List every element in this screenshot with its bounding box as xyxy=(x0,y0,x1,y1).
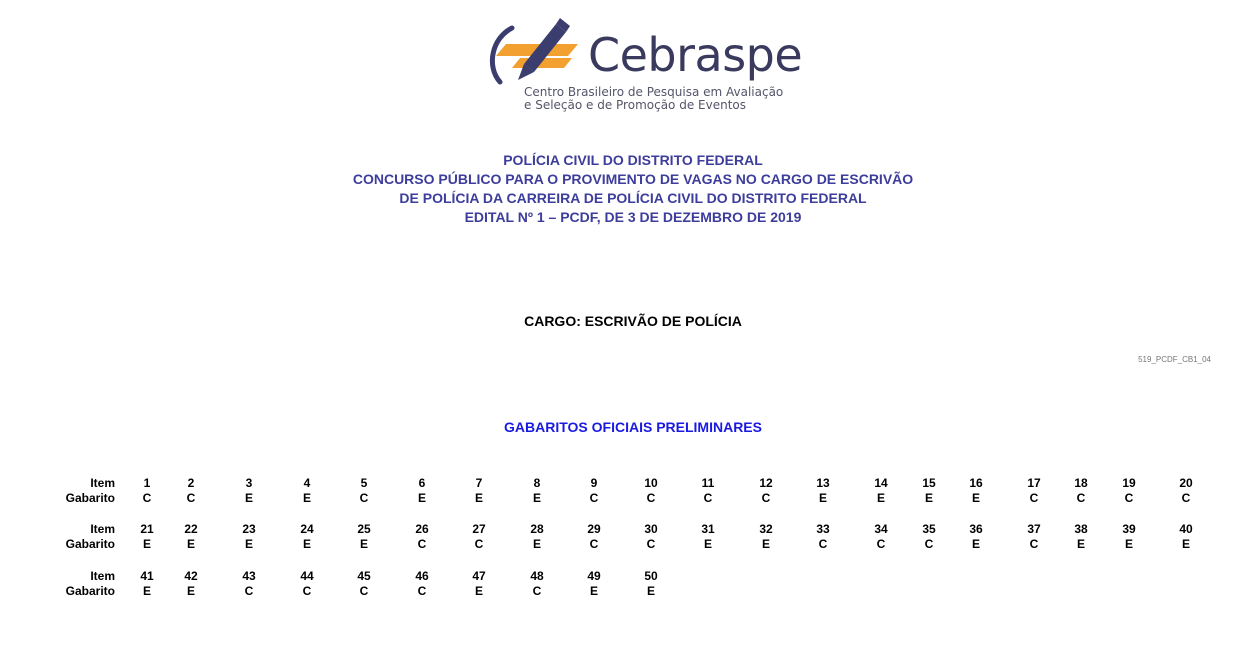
item-number: 16 xyxy=(969,476,983,490)
item-number: 37 xyxy=(1027,522,1041,536)
item-answer: C xyxy=(589,491,599,505)
item-number: 24 xyxy=(300,522,314,536)
item-answer: C xyxy=(142,491,152,505)
item-number: 32 xyxy=(759,522,773,536)
answer-cell xyxy=(866,522,896,551)
answer-cell xyxy=(292,522,322,551)
item-number: 12 xyxy=(759,476,773,490)
item-number: 23 xyxy=(242,522,256,536)
answer-cell xyxy=(522,522,552,551)
answer-cell xyxy=(579,476,609,505)
item-answer: E xyxy=(142,584,151,598)
item-number: 5 xyxy=(360,476,368,490)
header-line-1: POLÍCIA CIVIL DO DISTRITO FEDERAL xyxy=(503,152,763,168)
item-answer: C xyxy=(589,537,599,551)
item-number: 38 xyxy=(1074,522,1088,536)
answer-cell xyxy=(407,522,437,551)
answer-cell xyxy=(914,522,944,551)
item-answer: C xyxy=(417,584,427,598)
item-answer: C xyxy=(244,584,254,598)
item-number: 26 xyxy=(415,522,429,536)
item-number: 39 xyxy=(1122,522,1136,536)
answer-cell xyxy=(751,522,781,551)
answer-cell xyxy=(1019,476,1049,505)
tagline-line-2: e Seleção e de Promoção de Eventos xyxy=(524,98,746,112)
item-answer: E xyxy=(761,537,770,551)
item-answer: E xyxy=(1124,537,1133,551)
answer-row xyxy=(0,476,1253,510)
header-line-2: CONCURSO PÚBLICO PARA O PROVIMENTO DE VAGAS NO CARGO DE ESCRIVÃO xyxy=(352,171,914,187)
item-label: Item xyxy=(90,569,115,583)
item-number: 8 xyxy=(533,476,541,490)
item-answer: C xyxy=(1029,491,1039,505)
item-number: 6 xyxy=(418,476,426,490)
answer-cell xyxy=(961,522,991,551)
answer-cell xyxy=(693,476,723,505)
item-answer: E xyxy=(417,491,426,505)
item-number: 44 xyxy=(300,569,314,583)
item-number: 30 xyxy=(644,522,658,536)
answer-cell xyxy=(1171,476,1201,505)
item-number: 46 xyxy=(415,569,429,583)
item-number: 34 xyxy=(874,522,888,536)
answer-cell xyxy=(176,522,206,551)
answer-cell xyxy=(464,476,494,505)
answer-row xyxy=(0,569,1253,603)
answer-cell xyxy=(522,476,552,505)
answer-row xyxy=(0,522,1253,556)
answer-cell xyxy=(579,522,609,551)
item-answer: C xyxy=(417,537,427,551)
item-number: 13 xyxy=(816,476,830,490)
item-label: Item xyxy=(90,522,115,536)
answer-cell xyxy=(693,522,723,551)
item-answer: E xyxy=(244,491,253,505)
answer-cell xyxy=(176,476,206,505)
item-answer: C xyxy=(703,491,713,505)
item-number: 36 xyxy=(969,522,983,536)
item-answer: E xyxy=(244,537,253,551)
item-answer: E xyxy=(186,537,195,551)
answer-cell xyxy=(522,569,552,598)
answer-cell xyxy=(292,569,322,598)
answer-cell xyxy=(636,522,666,551)
item-answer: C xyxy=(302,584,312,598)
item-answer: E xyxy=(359,537,368,551)
item-answer: C xyxy=(646,491,656,505)
answer-cell xyxy=(636,569,666,598)
item-answer: C xyxy=(1181,491,1191,505)
answer-cell xyxy=(407,569,437,598)
cargo-title: CARGO: ESCRIVÃO DE POLÍCIA xyxy=(524,313,742,329)
answer-cell xyxy=(579,569,609,598)
item-number: 42 xyxy=(184,569,198,583)
item-number: 40 xyxy=(1179,522,1193,536)
item-answer: E xyxy=(924,491,933,505)
item-answer: E xyxy=(474,584,483,598)
item-number: 2 xyxy=(187,476,195,490)
item-number: 35 xyxy=(922,522,936,536)
item-number: 1 xyxy=(143,476,151,490)
gabarito-label: Gabarito xyxy=(65,537,115,551)
answer-cell xyxy=(1114,522,1144,551)
header-line-3: DE POLÍCIA DA CARREIRA DE POLÍCIA CIVIL DO DISTRITO FEDERAL xyxy=(399,190,867,206)
answer-cell xyxy=(234,476,264,505)
item-answer: C xyxy=(646,537,656,551)
gabarito-label: Gabarito xyxy=(65,491,115,505)
item-answer: C xyxy=(474,537,484,551)
item-answer: E xyxy=(646,584,655,598)
item-number: 47 xyxy=(472,569,486,583)
answer-cell xyxy=(292,476,322,505)
item-answer: E xyxy=(302,491,311,505)
item-answer: E xyxy=(142,537,151,551)
item-number: 11 xyxy=(701,476,715,490)
answer-cell xyxy=(176,569,206,598)
tagline-line-1: Centro Brasileiro de Pesquisa em Avaliação xyxy=(524,85,784,99)
item-number: 18 xyxy=(1074,476,1088,490)
item-answer: C xyxy=(818,537,828,551)
item-number: 49 xyxy=(587,569,601,583)
item-number: 10 xyxy=(644,476,658,490)
item-number: 41 xyxy=(140,569,154,583)
answer-cell xyxy=(1019,522,1049,551)
answer-cell xyxy=(464,569,494,598)
item-number: 15 xyxy=(922,476,936,490)
answer-cell xyxy=(349,522,379,551)
answer-cell xyxy=(132,522,162,551)
item-answer: E xyxy=(818,491,827,505)
item-answer: C xyxy=(532,584,542,598)
item-number: 45 xyxy=(357,569,371,583)
item-answer: C xyxy=(1076,491,1086,505)
answer-cell xyxy=(349,569,379,598)
header-line-4: EDITAL Nº 1 – PCDF, DE 3 DE DEZEMBRO DE 2019 xyxy=(464,209,802,225)
cebraspe-logo xyxy=(484,14,804,118)
item-answer: C xyxy=(1029,537,1039,551)
answer-cell xyxy=(636,476,666,505)
item-answer: E xyxy=(1076,537,1085,551)
item-number: 4 xyxy=(303,476,311,490)
answer-cell xyxy=(234,522,264,551)
item-number: 25 xyxy=(357,522,371,536)
item-number: 29 xyxy=(587,522,601,536)
item-number: 33 xyxy=(816,522,830,536)
item-number: 7 xyxy=(475,476,483,490)
answer-cell xyxy=(1066,522,1096,551)
item-answer: E xyxy=(186,584,195,598)
item-number: 28 xyxy=(530,522,544,536)
item-number: 19 xyxy=(1122,476,1136,490)
item-label: Item xyxy=(90,476,115,490)
answer-cell xyxy=(808,522,838,551)
item-answer: E xyxy=(589,584,598,598)
answer-cell xyxy=(407,476,437,505)
item-answer: C xyxy=(924,537,934,551)
item-answer: E xyxy=(302,537,311,551)
item-answer: E xyxy=(876,491,885,505)
answer-cell xyxy=(349,476,379,505)
answer-cell xyxy=(1114,476,1144,505)
answer-cell xyxy=(234,569,264,598)
item-answer: E xyxy=(703,537,712,551)
item-number: 3 xyxy=(245,476,253,490)
document-header xyxy=(0,151,1253,227)
item-number: 48 xyxy=(530,569,544,583)
item-answer: E xyxy=(971,537,980,551)
answer-cell xyxy=(464,522,494,551)
answer-cell xyxy=(132,476,162,505)
item-answer: E xyxy=(474,491,483,505)
item-number: 21 xyxy=(140,522,154,536)
answer-cell xyxy=(751,476,781,505)
answer-cell xyxy=(132,569,162,598)
item-answer: C xyxy=(359,584,369,598)
item-number: 50 xyxy=(644,569,658,583)
item-answer: C xyxy=(186,491,196,505)
answer-cell xyxy=(1066,476,1096,505)
answer-cell xyxy=(808,476,838,505)
item-answer: C xyxy=(761,491,771,505)
item-answer: E xyxy=(971,491,980,505)
item-number: 27 xyxy=(472,522,486,536)
answer-cell xyxy=(1171,522,1201,551)
item-number: 14 xyxy=(874,476,888,490)
answer-cell xyxy=(961,476,991,505)
item-number: 20 xyxy=(1179,476,1193,490)
item-answer: E xyxy=(532,537,541,551)
brand-name: Cebraspe xyxy=(588,28,803,82)
item-number: 9 xyxy=(590,476,598,490)
item-number: 43 xyxy=(242,569,256,583)
answer-cell xyxy=(914,476,944,505)
item-number: 31 xyxy=(701,522,715,536)
item-answer: C xyxy=(1124,491,1134,505)
item-answer: E xyxy=(532,491,541,505)
brand-tagline xyxy=(524,86,783,112)
item-answer: C xyxy=(359,491,369,505)
item-answer: C xyxy=(876,537,886,551)
answer-cell xyxy=(866,476,896,505)
document-code: 519_PCDF_CB1_04 xyxy=(1138,355,1211,364)
item-number: 22 xyxy=(184,522,198,536)
pen-icon xyxy=(484,14,594,94)
item-number: 17 xyxy=(1027,476,1041,490)
gabarito-label: Gabarito xyxy=(65,584,115,598)
gabarito-title: GABARITOS OFICIAIS PRELIMINARES xyxy=(504,419,762,435)
item-answer: E xyxy=(1181,537,1190,551)
